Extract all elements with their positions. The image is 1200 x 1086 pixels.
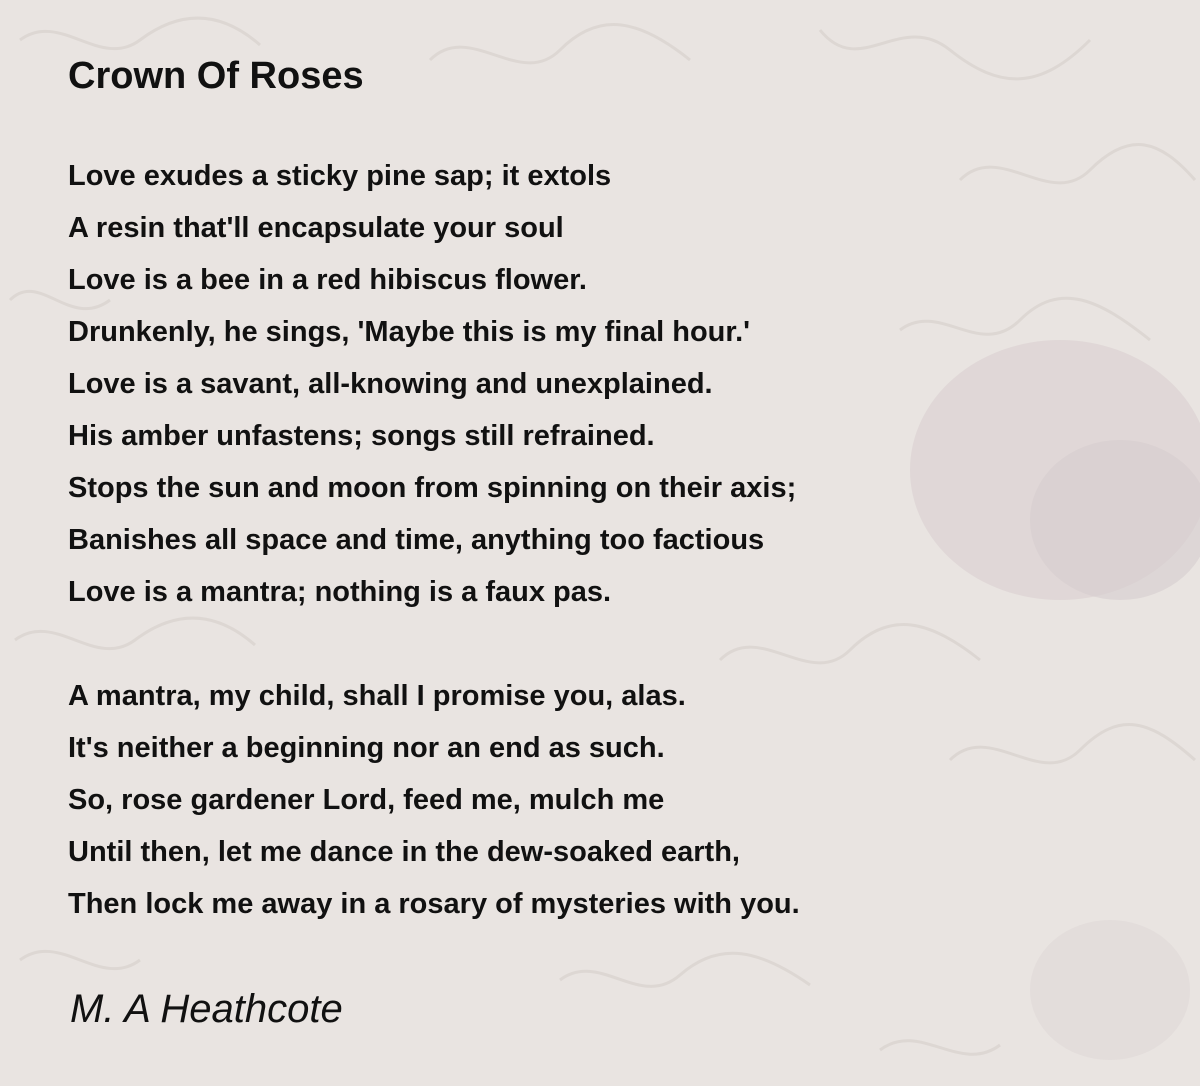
poem-line: Stops the sun and moon from spinning on their axis; bbox=[68, 472, 797, 504]
poem-line: Love is a savant, all-knowing and unexplained. bbox=[68, 368, 713, 400]
poem-line: Until then, let me dance in the dew-soaked earth, bbox=[68, 836, 740, 868]
poem-author: M. A Heathcote bbox=[70, 987, 343, 1031]
poem-line: So, rose gardener Lord, feed me, mulch me bbox=[68, 784, 665, 816]
poem-line: Then lock me away in a rosary of mysteries with you. bbox=[68, 888, 800, 920]
stanza-2 bbox=[68, 670, 800, 930]
poem-line: A mantra, my child, shall I promise you, alas. bbox=[68, 680, 686, 712]
poem-line: It's neither a beginning nor an end as such. bbox=[68, 732, 665, 764]
poem-line: His amber unfastens; songs still refrained. bbox=[68, 420, 655, 452]
poem-line: Love is a mantra; nothing is a faux pas. bbox=[68, 576, 612, 608]
poem-line: Banishes all space and time, anything too factious bbox=[68, 524, 765, 556]
poem-line: Drunkenly, he sings, 'Maybe this is my final hour.' bbox=[68, 316, 751, 348]
poem-container bbox=[68, 52, 800, 1031]
poem-line: A resin that'll encapsulate your soul bbox=[68, 212, 564, 244]
stanza-1 bbox=[68, 150, 796, 618]
poem-line: Love is a bee in a red hibiscus flower. bbox=[68, 264, 587, 296]
poem-title: Crown Of Roses bbox=[68, 55, 364, 97]
poem-line: Love exudes a sticky pine sap; it extols bbox=[68, 160, 612, 192]
